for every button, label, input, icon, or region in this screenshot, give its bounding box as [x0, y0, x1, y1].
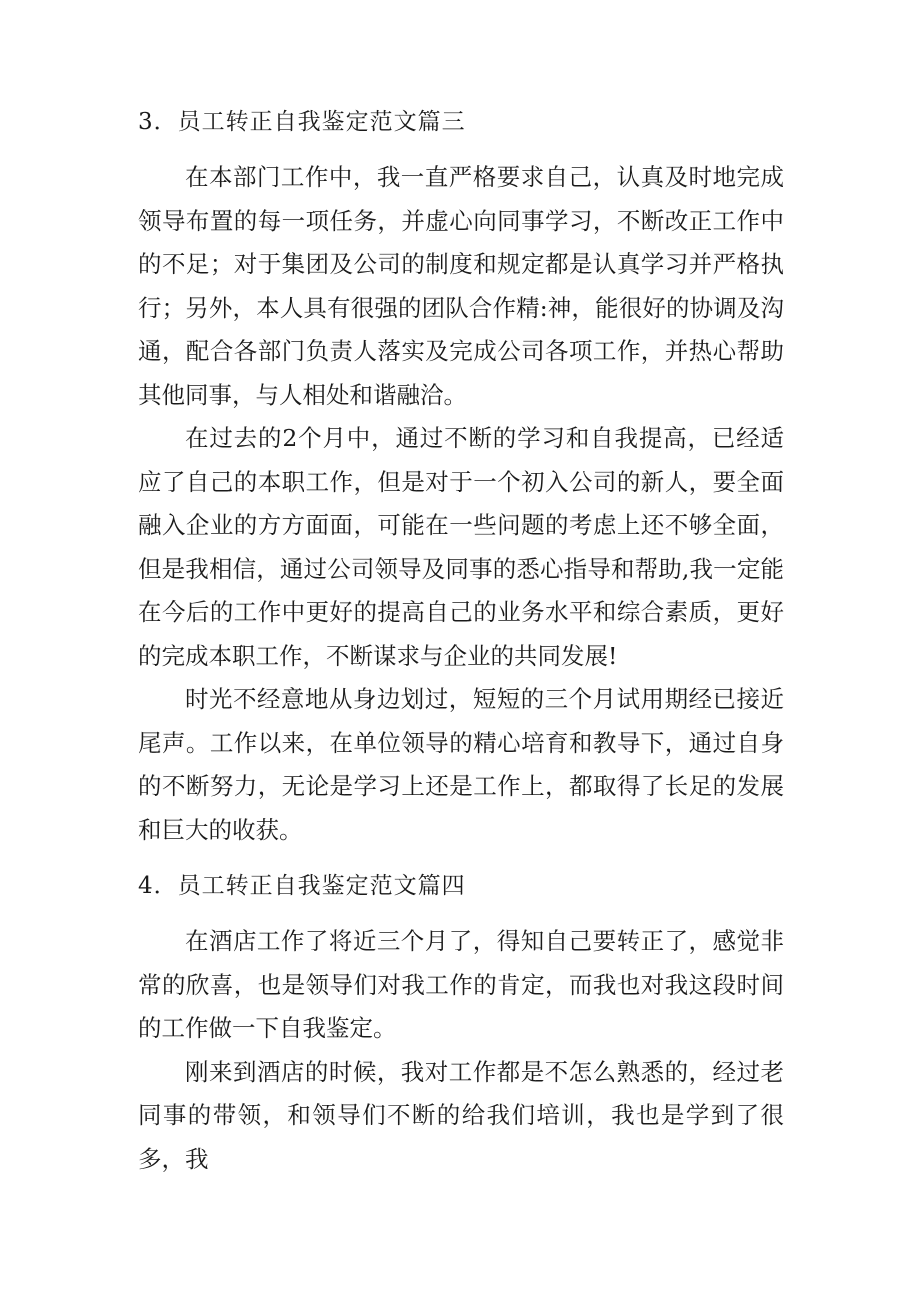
- section-3-paragraph-1: 在本部门工作中，我一直严格要求自己，认真及时地完成领导布置的每一项任务，并虚心向同事学习，不断改正工作中的不足；对于集团及公司的制度和规定都是认真学习并严格执行；另外，本人具有很强的团队合作精:神，能很好的协调及沟通，配合各部门负责人落实及完成公司各项工作，并热心帮助其他同事，与人相处和谐融洽。: [138, 163, 784, 409]
- section-3-title: 3．员工转正自我鉴定范文篇三: [138, 109, 466, 135]
- section-3-paragraph-2: 在过去的2个月中，通过不断的学习和自我提高，已经适应了自己的本职工作，但是对于一个初入公司的新人，要全面融入企业的方方面面，可能在一些问题的考虑上还不够全面，但是我相信，通过公司领导及同事的悉心指导和帮助,我一定能在今后的工作中更好的提高自己的业务水平和综合素质，更好的完成本职工作，不断谋求与企业的共同发展!: [138, 424, 784, 670]
- section-4-paragraph-2: 刚来到酒店的时候，我对工作都是不怎么熟悉的，经过老同事的带领，和领导们不断的给我们培训，我也是学到了很多，我: [138, 1057, 784, 1173]
- section-3-paragraph-3: 时光不经意地从身边划过，短短的三个月试用期经已接近尾声。工作以来，在单位领导的精心培育和教导下，通过自身的不断努力，无论是学习上还是工作上，都取得了长足的发展和巨大的收获。: [138, 685, 784, 844]
- section-4-title: 4．员工转正自我鉴定范文篇四: [138, 873, 466, 899]
- document-page: [138, 98, 784, 1181]
- section-4-paragraph-1: 在酒店工作了将近三个月了，得知自己要转正了，感觉非常的欣喜，也是领导们对我工作的肯定，而我也对我这段时间的工作做一下自我鉴定。: [138, 927, 784, 1042]
